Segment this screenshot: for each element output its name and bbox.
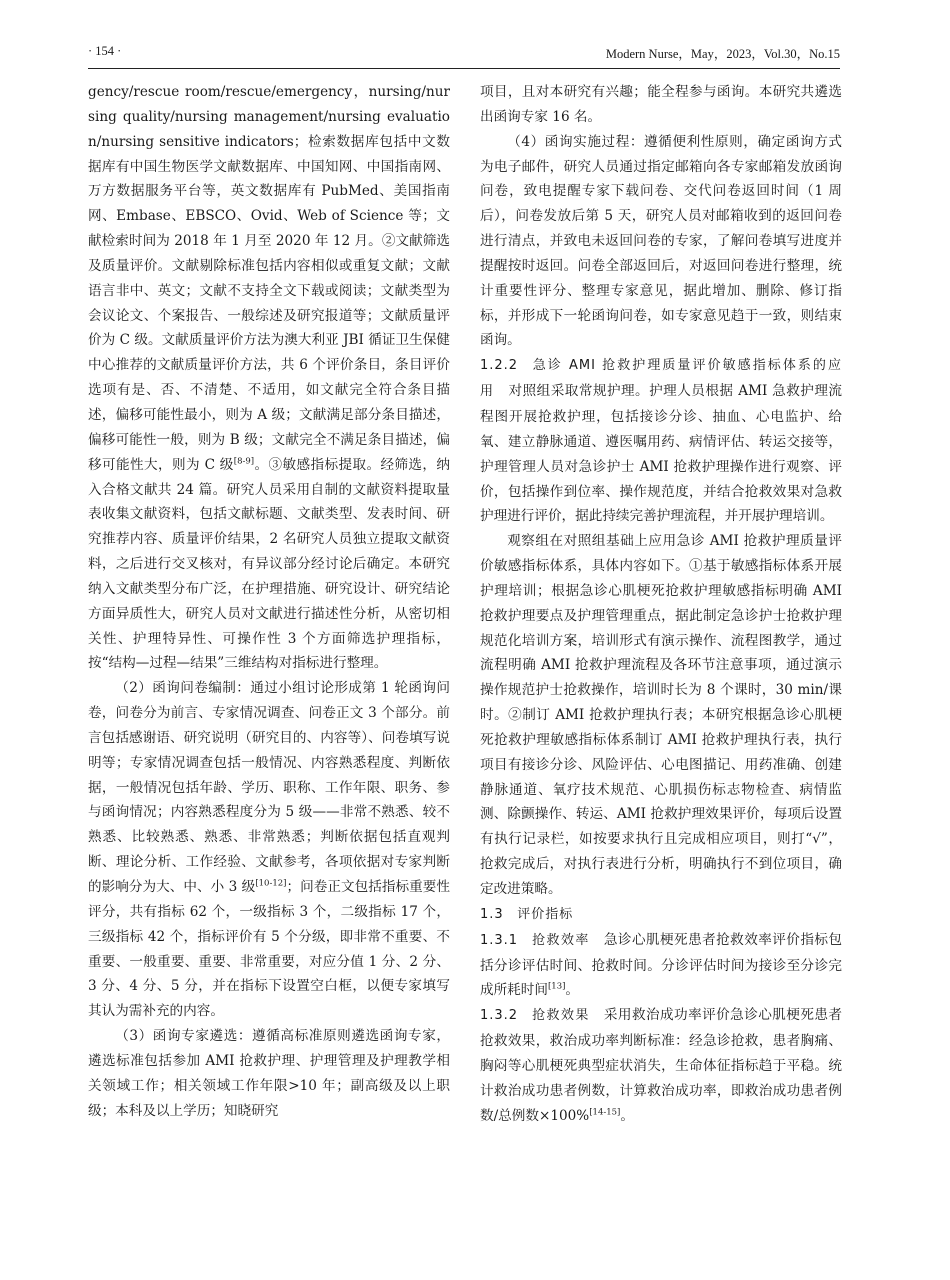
section-number: 1.2.2: [480, 358, 519, 374]
section-number: 1.3.1: [480, 932, 519, 948]
section-number: 1.3: [480, 906, 504, 922]
citation: [14-15]: [589, 1107, 621, 1118]
paragraph-consultation-process: （4）函询实施过程：遵循便利性原则，确定函询方式为电子邮件，研究人员通过指定邮箱向各专家邮箱发放函询问卷，致电提醒专家下载问卷、交代问卷返回时间（1 周后），问卷发放后第 5 天，研究人员对邮箱收到的返回问卷进行清点，并致电未返回问卷的专家，了解问卷填写进度并提醒按时返回。问卷全部返回后，对返回问卷进行整理，统计重要性评分、整理专家意见，据此增加、删除、修订指标，并形成下一轮函询问卷，如专家意见趋于一致，则结束函询。: [480, 133, 842, 349]
citation: [10-12]: [255, 878, 287, 889]
citation: [13]: [547, 981, 566, 992]
paragraph-questionnaire: （2）函询问卷编制：通过小组讨论形成第 1 轮函询问卷，问卷分为前言、专家情况调查、问卷正文 3 个部分。前言包括感谢语、研究说明（研究目的、内容等）、问卷填写说明等；专家情况调查包括一般情况、内容熟悉程度、判断依据，一般情况包括年龄、学历、职称、工作年限、职务、参与函询情况；内容熟悉程度分为 5 级——非常不熟悉、较不熟悉、比较熟悉、熟悉、非常熟悉；判断依据包括直观判断、理论分析、工作经验、文献参考，各项依据对专家判断的影响分为大、中、小 3 级[10-12]；问卷正文包括指标重要性评分，共有指标 62 个，一级指标 3 个，二级指标 17 个，三级指标 42 个，指标评价有 5 个分级，即非常不重要、不重要、一般重要、重要、非常重要，对应分值 1 分、2 分、3 分、4 分、5 分，并在指标下设置空白框，以便专家填写其认为需补充的内容。: [88, 680, 450, 1020]
citation: [8-9]: [233, 456, 255, 467]
paragraph-search-strategy: gency/rescue room/rescue/emergency，nursing/nursing quality/nursing management/nursing evaluation/nursing sensitive indicators；检索数据库包括中文数据库有中国生物医学文献数据库、中国知网、中国指南网、万方数据服务平台等，英文数据库有 PubMed、美国指南网、Embase、EBSCO、Ovid、Web of Science 等；文献检索时间为 2018 年 1 月至 2020 年 12 月。②文献筛选及质量评价。文献剔除标准包括内容相似或重复文献；文献语言非中、英文；文献不支持全文下载或阅读；文献类型为会议论文、个案报告、一般综述及研究报道等；文献质量评价为 C 级。文献质量评价方法为澳大利亚 JBI 循证卫生保健中心推荐的文献质量评价方法，共 6 个评价条目，条目评价选项有是、否、不清楚、不适用，如文献完全符合条目描述，偏移可能性最小，则为 A 级；文献满足部分条目描述，偏移可能性一般，则为 B 级；文献完全不满足条目描述，偏移可能性大，则为 C 级[8-9]。③敏感指标提取。经筛选，纳入合格文献共 24 篇。研究人员采用自制的文献资料提取量表收集文献资料，包括文献标题、文献类型、发表时间、研究推荐内容、质量评价结果，2 名研究人员独立提取文献资料，之后进行交叉核对，有异议部分经讨论后确定。本研究纳入文献类型分布广泛，在护理措施、研究设计、研究结论方面异质性大，研究人员对文献进行描述性分析，从密切相关性、护理特异性、可操作性 3 个方面筛选护理指标，按“结构—过程—结果”三维结构对指标进行整理。: [88, 84, 451, 672]
section-title: 急诊 AMI 抢救护理质量评价敏感指标体系的应用: [480, 358, 842, 400]
section-title: 抢救效果: [531, 1008, 590, 1024]
paragraph-expert-selection-cont: 项目，且对本研究有兴趣；能全程参与函询。本研究共遴选出函询专家 16 名。: [480, 84, 842, 125]
journal-header: Modern Nurse，May，2023，Vol.30，No.15: [605, 47, 840, 61]
section-title: 抢救效率: [531, 932, 590, 948]
right-column: [480, 80, 842, 1128]
header-rule: [88, 68, 840, 69]
paragraph-observation-group: 观察组在对照组基础上应用急诊 AMI 抢救护理质量评价敏感指标体系，具体内容如下。①基于敏感指标体系开展护理培训；根据急诊心肌梗死抢救护理敏感指标明确 AMI 抢救护理要点及护理管理重点，据此制定急诊护士抢救护理规范化培训方案，培训形式有演示操作、流程图教学，通过流程明确 AMI 抢救护理流程及各环节注意事项，通过演示操作规范护士抢救操作，培训时长为 8 个课时，30 min/课时。②制订 AMI 抢救护理执行表；本研究根据急诊心肌梗死抢救护理敏感指标体系制订 AMI 抢救护理执行表，执行项目有接诊分诊、风险评估、心电图描记、用药准确、创建静脉通道、氧疗技术规范、心肌损伤标志物检查、病情监测、除颤操作、转运、AMI 抢救护理效果评价，每项后设置有执行记录栏，如按要求执行且完成相应项目，则打“√”，抢救完成后，对执行表进行分析，明确执行不到位项目，确定改进策略。: [480, 533, 842, 897]
section-1-3-1: 1.3.1 抢救效率 急诊心肌梗死患者抢救效率评价指标包括分诊评估时间、抢救时间。分诊评估时间为接诊至分诊完成所耗时间[13]。: [480, 931, 842, 999]
section-1-2-2: 1.2.2 急诊 AMI 抢救护理质量评价敏感指标体系的应用 对照组采取常规护理。护理人员根据 AMI 急救护理流程图开展抢救护理，包括接诊分诊、抽血、心电监护、给氧、建立静脉通道、遵医嘱用药、病情评估、转运交接等，护理管理人员对急诊护士 AMI 抢救护理操作进行观察、评价，包括操作到位率、操作规范度，并结合抢救效果对急救护理进行评价，据此持续完善护理流程，并开展护理培训。: [480, 358, 842, 525]
paragraph-expert-selection: （3）函询专家遴选：遵循高标准原则遴选函询专家，遴选标准包括参加 AMI 抢救护理、护理管理及护理教学相关领域工作；相关领域工作年限>10 年；副高级及以上职级；本科及以上学历；知晓研究: [88, 1028, 450, 1119]
left-column: [88, 80, 450, 1123]
section-title: 评价指标: [517, 906, 574, 922]
section-1-3: [480, 902, 842, 928]
section-1-3-2: 1.3.2 抢救效果 采用救治成功率评价急诊心肌梗死患者抢救效果，救治成功率判断标准：经急诊抢救，患者胸痛、胸闷等心肌梗死典型症状消失，生命体征指标趋于平稳。统计救治成功患者例数，计算救治成功率，即救治成功患者例数/总例数×100%[14-15]。: [480, 1007, 842, 1124]
page-number: · 154 ·: [88, 44, 122, 58]
section-number: 1.3.2: [480, 1008, 519, 1024]
